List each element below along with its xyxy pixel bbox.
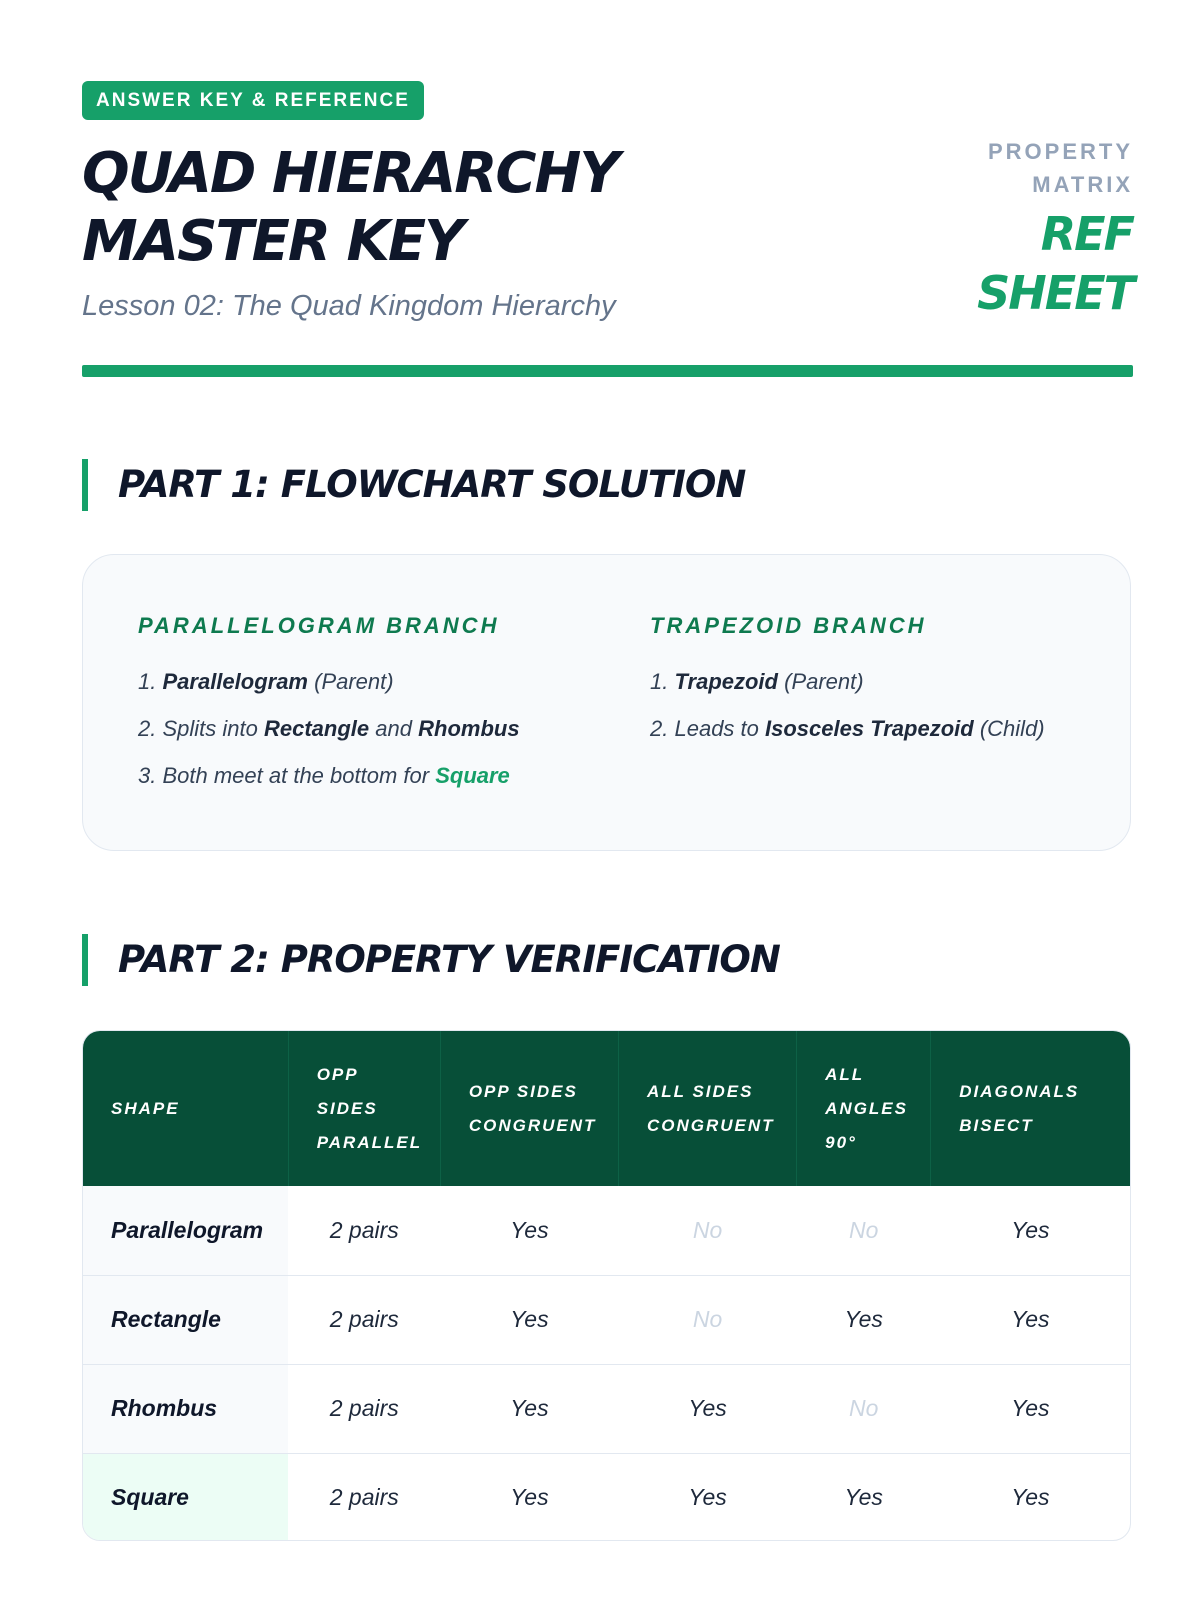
branch-step bbox=[138, 759, 598, 792]
property-cell: Yes bbox=[510, 1216, 549, 1243]
ref-sheet-title bbox=[977, 205, 1133, 323]
table-row bbox=[83, 1186, 1130, 1275]
property-table bbox=[82, 1030, 1131, 1541]
column-header: DIAGONALS BISECT bbox=[931, 1031, 1130, 1186]
property-cell: No bbox=[618, 1275, 796, 1364]
part1-heading: PART 1: FLOWCHART SOLUTION bbox=[82, 459, 745, 511]
column-header: OPP SIDES PARALLEL bbox=[288, 1031, 440, 1186]
step-text: (Child) bbox=[979, 716, 1045, 741]
step-shape: Isosceles Trapezoid bbox=[765, 716, 974, 741]
shape-name-cell: Rectangle bbox=[83, 1275, 288, 1364]
step-shape: Rhombus bbox=[418, 716, 520, 741]
step-shape-highlight: Square bbox=[435, 763, 510, 788]
page-title bbox=[82, 140, 1133, 276]
title-line-1: QUAD HIERARCHY bbox=[82, 141, 618, 206]
column-header: ALL SIDES CONGRUENT bbox=[618, 1031, 796, 1186]
property-cell: Yes bbox=[931, 1275, 1130, 1364]
step-number: 1. bbox=[650, 669, 669, 694]
step-number: 3. bbox=[138, 763, 157, 788]
property-cell: 2 pairs bbox=[288, 1275, 440, 1364]
property-cell: No bbox=[692, 1216, 723, 1243]
property-cell: Yes bbox=[1011, 1216, 1050, 1243]
step-number: 2. bbox=[650, 716, 669, 741]
property-cell: Yes bbox=[797, 1453, 931, 1541]
answer-key-badge: ANSWER KEY & REFERENCE bbox=[82, 81, 424, 120]
step-shape: Rectangle bbox=[264, 716, 370, 741]
property-cell: Yes bbox=[440, 1364, 618, 1453]
property-cell: 2 pairs bbox=[288, 1453, 440, 1541]
trapezoid-branch bbox=[650, 613, 1070, 759]
property-cell: Yes bbox=[440, 1453, 618, 1541]
branch-step bbox=[138, 665, 598, 698]
step-number: 1. bbox=[138, 669, 157, 694]
branch-step bbox=[650, 665, 1070, 698]
table-body bbox=[83, 1186, 1130, 1541]
property-cell: No bbox=[797, 1364, 931, 1453]
table-header-row bbox=[83, 1031, 1130, 1186]
step-text: Leads to bbox=[674, 716, 759, 741]
property-cell: Yes bbox=[931, 1453, 1130, 1541]
property-cell: Yes bbox=[797, 1275, 931, 1364]
shape-name-cell: Rhombus bbox=[83, 1364, 288, 1453]
parallelogram-branch bbox=[138, 613, 598, 806]
step-shape: Trapezoid bbox=[674, 669, 778, 694]
step-text: Splits into bbox=[162, 716, 258, 741]
branch-step bbox=[138, 712, 598, 745]
shape-name-cell: Square bbox=[83, 1453, 288, 1541]
branch-step bbox=[650, 712, 1070, 745]
branch-title: TRAPEZOID BRANCH bbox=[650, 613, 927, 638]
part2-heading: PART 2: PROPERTY VERIFICATION bbox=[82, 934, 780, 986]
answer-key-page bbox=[82, 81, 1133, 1511]
step-text: (Parent) bbox=[784, 669, 864, 694]
property-cell: Yes bbox=[440, 1275, 618, 1364]
step-text: (Parent) bbox=[314, 669, 394, 694]
ref-line-1: REF bbox=[1040, 207, 1133, 261]
matrix-label-line-1: PROPERTY bbox=[987, 139, 1133, 164]
step-shape: Parallelogram bbox=[162, 669, 308, 694]
ref-sheet-block bbox=[977, 135, 1133, 323]
property-cell: Yes bbox=[618, 1453, 796, 1541]
column-header: ALL ANGLES 90° bbox=[797, 1031, 931, 1186]
flowchart-solution-card bbox=[82, 554, 1131, 851]
lesson-subtitle: Lesson 02: The Quad Kingdom Hierarchy bbox=[82, 290, 616, 322]
table-row bbox=[83, 1453, 1130, 1541]
property-cell: 2 pairs bbox=[329, 1216, 399, 1243]
table-row bbox=[83, 1364, 1130, 1453]
property-cell: Yes bbox=[931, 1364, 1130, 1453]
matrix-label-line-2: MATRIX bbox=[1032, 172, 1133, 197]
property-matrix-label bbox=[977, 135, 1133, 201]
step-text: Both meet at the bottom for bbox=[162, 763, 430, 788]
column-header: SHAPE bbox=[83, 1031, 288, 1186]
branch-title: PARALLELOGRAM BRANCH bbox=[138, 613, 500, 638]
shape-name-cell: Parallelogram bbox=[83, 1186, 288, 1275]
column-header: OPP SIDES CONGRUENT bbox=[440, 1031, 618, 1186]
step-number: 2. bbox=[138, 716, 157, 741]
step-text: and bbox=[375, 716, 412, 741]
property-cell: No bbox=[849, 1216, 879, 1243]
property-cell: Yes bbox=[618, 1364, 796, 1453]
table-row bbox=[83, 1275, 1130, 1364]
header-divider bbox=[82, 365, 1133, 377]
ref-line-2: SHEET bbox=[977, 266, 1133, 320]
title-line-2: MASTER KEY bbox=[82, 209, 463, 274]
property-cell: 2 pairs bbox=[288, 1364, 440, 1453]
